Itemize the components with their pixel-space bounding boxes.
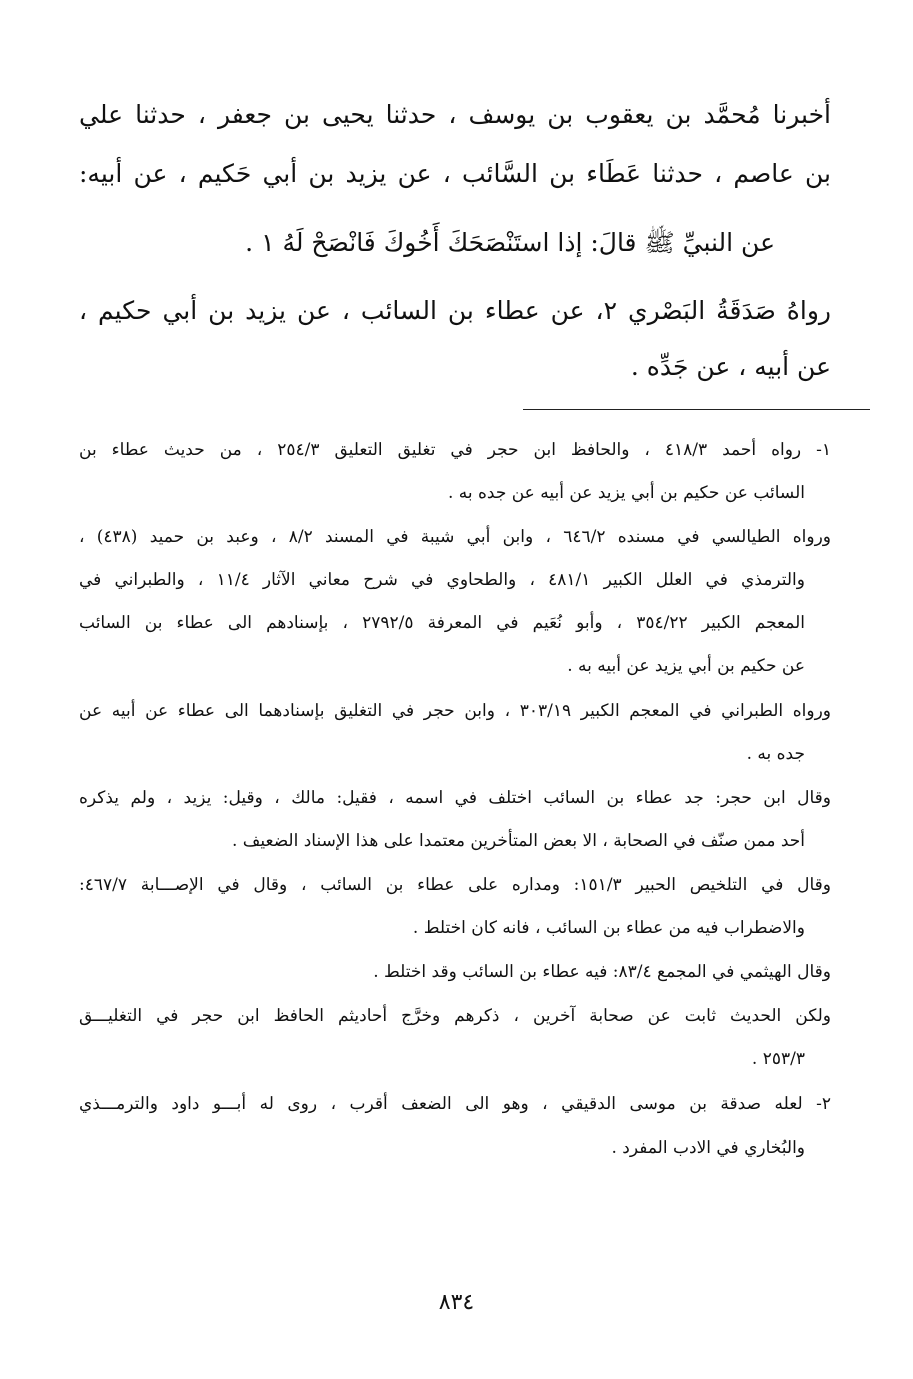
isnad-line-2: بن عاصم ، حدثنا عَطَاء بن السَّائب ، عن يزيد بن أبي حَكيم ، عن أبيه: [79,159,831,188]
footnote-1-line-10: أحد ممن صنّف في الصحابة ، الا بعض المتأخرين معتمدا على هذا الإسناد الضعيف . [231,831,805,851]
footnote-1-line-1: ١- رواه أحمد ٤١٨/٣ ، والحافظ ابن حجر في تغليق التعليق ٢٥٤/٣ ، من حديث عطاء بن [79,440,831,460]
matn-line: عن النبيِّ ﷺ قالَ: إذا استَنْصَحَكَ أَخُوكَ فَانْصَحْ لَهُ ١ . [245,228,775,257]
riwaya-line-1: رواهُ صَدَقَةُ البَصْري ٢، عن عطاء بن السائب ، عن يزيد بن أبي حكيم ، [79,296,831,325]
footnote-1-line-15: ٢٥٣/٣ . [751,1049,805,1069]
footnote-1-line-14: ولكن الحديث ثابت عن صحابة آخرين ، ذكرهم وخرَّج أحاديثم الحافظ ابن حجر في التغليـــق [79,1006,831,1026]
footnote-1-line-13: وقال الهيثمي في المجمع ٨٣/٤: فيه عطاء بن السائب وقد اختلط . [373,962,831,982]
footnote-2-line-2: والبُخاري في الادب المفرد . [611,1138,805,1158]
page-number: ٨٣٤ [438,1290,475,1315]
footnote-1-line-12: والاضطراب فيه من عطاء بن السائب ، فانه كان اختلط . [412,918,805,938]
footnote-1-line-5: المعجم الكبير ٣٥٤/٢٢ ، وأبو نُعَيم في المعرفة ٢٧٩٢/٥ ، بإسنادهم الى عطاء بن السائب [79,613,805,633]
footnote-1-line-9: وقال ابن حجر: جد عطاء بن السائب اختلف في اسمه ، فقيل: مالك ، وقيل: يزيد ، ولم يذكره [79,788,831,808]
footnote-1-line-4: والترمذي في العلل الكبير ٤٨١/١ ، والطحاوي في شرح معاني الآثار ١١/٤ ، والطبراني في [79,570,805,590]
footnote-separator [523,409,870,410]
footnote-1-line-7: ورواه الطبراني في المعجم الكبير ٣٠٣/١٩ ، وابن حجر في التغليق بإسنادهما الى عطاء عن أبيه عن [79,701,831,721]
footnote-1-line-3: ورواه الطيالسي في مسنده ٦٤٦/٢ ، وابن أبي شيبة في المسند ٨/٢ ، وعبد بن حميد (٤٣٨) ، [79,527,832,547]
isnad-line-1: أخبرنا مُحمَّد بن يعقوب بن يوسف ، حدثنا يحيى بن جعفر ، حدثنا علي [79,100,831,129]
footnote-1-line-2: السائب عن حكيم بن أبي يزيد عن أبيه عن جده به . [447,483,805,503]
footnote-1-line-11: وقال في التلخيص الحبير ١٥١/٣: ومداره على عطاء بن السائب ، وقال في الإصـــابة ٤٦٧/٧: [79,875,831,895]
footnote-2-line-1: ٢- لعله صدقة بن موسى الدقيقي ، وهو الى الضعف أقرب ، روى له أبـــو داود والترمـــذي [79,1094,831,1114]
footnote-1-line-8: جده به . [746,744,805,764]
footnote-1-line-6: عن حكيم بن أبي يزيد عن أبيه به . [567,656,805,676]
riwaya-line-2: عن أبيه ، عن جَدِّه . [630,352,831,381]
